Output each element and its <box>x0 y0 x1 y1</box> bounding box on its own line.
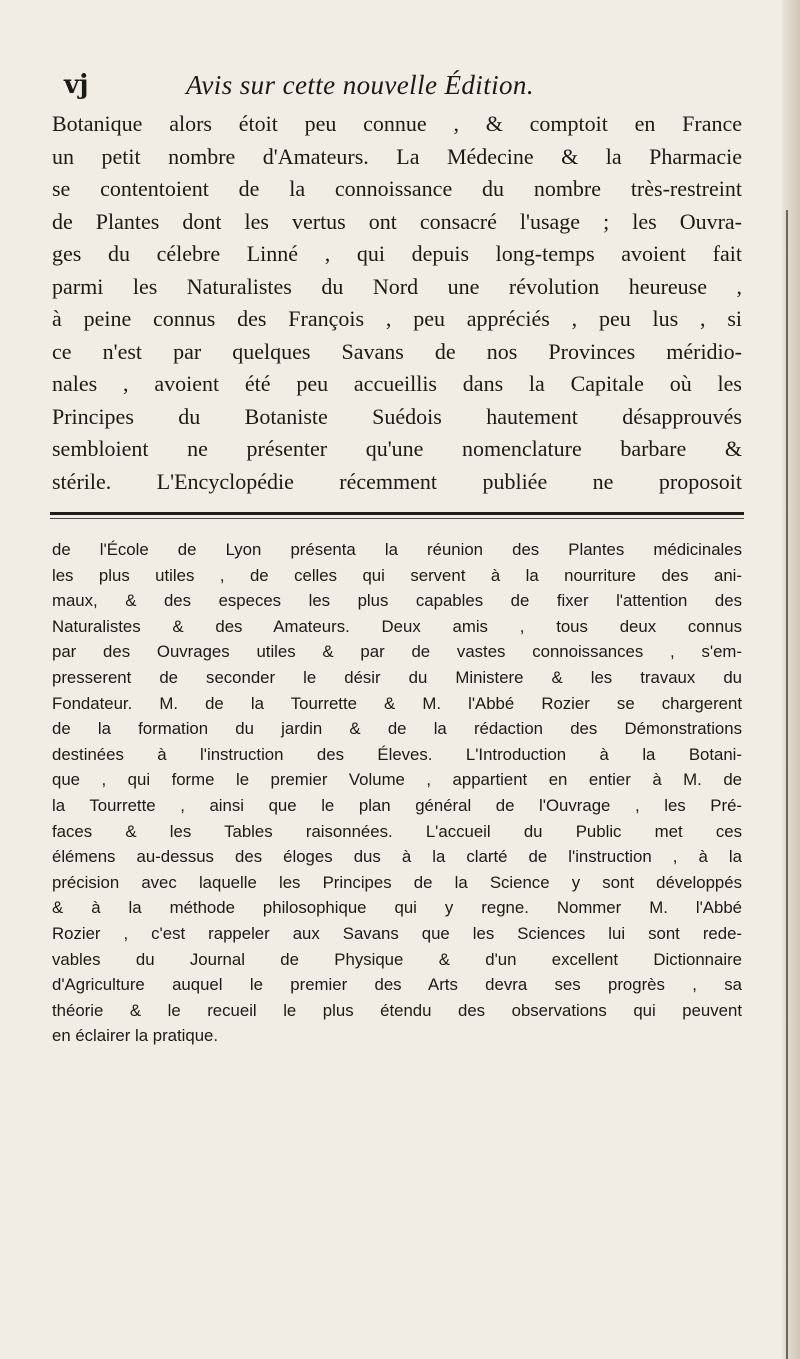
note-line: destinées à l'instruction des Éleves. L'Introduction à la Botani- <box>52 744 742 764</box>
note-line: Naturalistes & des Amateurs. Deux amis , tous deux connus <box>52 616 742 636</box>
page-header <box>64 70 744 104</box>
body-line: nales , avoient été peu accueillis dans la Capitale où les <box>52 371 742 396</box>
note-line: les plus utiles , de celles qui servent à la nourriture des ani- <box>52 565 742 585</box>
note-line: presserent de seconder le désir du Ministere & les travaux du <box>52 667 742 687</box>
body-line: ce n'est par quelques Savans de nos Provinces méridio- <box>52 338 742 364</box>
note-line: vables du Journal de Physique & d'un excellent Dictionnaire <box>52 949 742 969</box>
body-line: se contentoient de la connoissance du nombre très-restreint <box>52 176 742 201</box>
note-line: Fondateur. M. de la Tourrette & M. l'Abbé Rozier se chargerent <box>52 693 742 713</box>
running-title: Avis sur cette nouvelle Édition. <box>186 70 534 100</box>
note-line: en éclairer la pratique. <box>52 1026 219 1046</box>
note-line: maux, & des especes les plus capables de fixer l'attention des <box>52 591 742 611</box>
footnote-divider-thin <box>50 518 744 519</box>
page-edge-shadow <box>782 0 800 1359</box>
note-line: d'Agriculture auquel le premier des Arts devra ses progrès , sa <box>52 975 742 995</box>
note-line: la Tourrette , ainsi que le plan général de l'Ouvrage , les Pré- <box>52 795 742 815</box>
body-line: stérile. L'Encyclopédie récemment publiée ne proposoit <box>52 468 742 494</box>
main-body-text <box>52 108 742 498</box>
note-line: de l'École de Lyon présenta la réunion des Plantes médicinales <box>52 540 742 559</box>
note-line: élémens au-dessus des éloges dus à la clarté de l'instruction , à la <box>52 847 742 867</box>
note-line: faces & les Tables raisonnées. L'accueil du Public met ces <box>52 821 742 841</box>
page-edge-line <box>786 210 788 1359</box>
body-line: à peine connus des François , peu appréciés , peu lus , si <box>52 306 742 331</box>
note-line: Rozier , c'est rappeler aux Savans que les Sciences lui sont rede- <box>52 923 742 943</box>
note-line: précision avec laquelle les Principes de la Science y sont développés <box>52 872 742 892</box>
note-line: de la formation du jardin & de la rédaction des Démonstrations <box>52 719 742 739</box>
footnote-text <box>52 537 742 1049</box>
page-number: vj <box>64 70 89 100</box>
note-line: & à la méthode philosophique qui y regne. Nommer M. l'Abbé <box>52 898 742 918</box>
body-line: ges du célebre Linné , qui depuis long-temps avoient fait <box>52 241 742 266</box>
footnote-divider <box>50 512 744 515</box>
note-line: théorie & le recueil le plus étendu des observations qui peuvent <box>52 1000 742 1020</box>
body-line: de Plantes dont les vertus ont consacré l'usage ; les Ouvra- <box>52 208 742 234</box>
body-line: parmi les Naturalistes du Nord une révolution heureuse , <box>52 273 742 299</box>
note-line: que , qui forme le premier Volume , appartient en entier à M. de <box>52 770 742 790</box>
body-line: Botanique alors étoit peu connue , & comptoit en France <box>52 111 742 136</box>
body-line: un petit nombre d'Amateurs. La Médecine & la Pharmacie <box>52 143 742 169</box>
note-line: par des Ouvrages utiles & par de vastes connoissances , s'em- <box>52 642 742 662</box>
body-line: Principes du Botaniste Suédois hautement désapprouvés <box>52 403 742 429</box>
body-line: sembloient ne présenter qu'une nomenclature barbare & <box>52 436 742 461</box>
